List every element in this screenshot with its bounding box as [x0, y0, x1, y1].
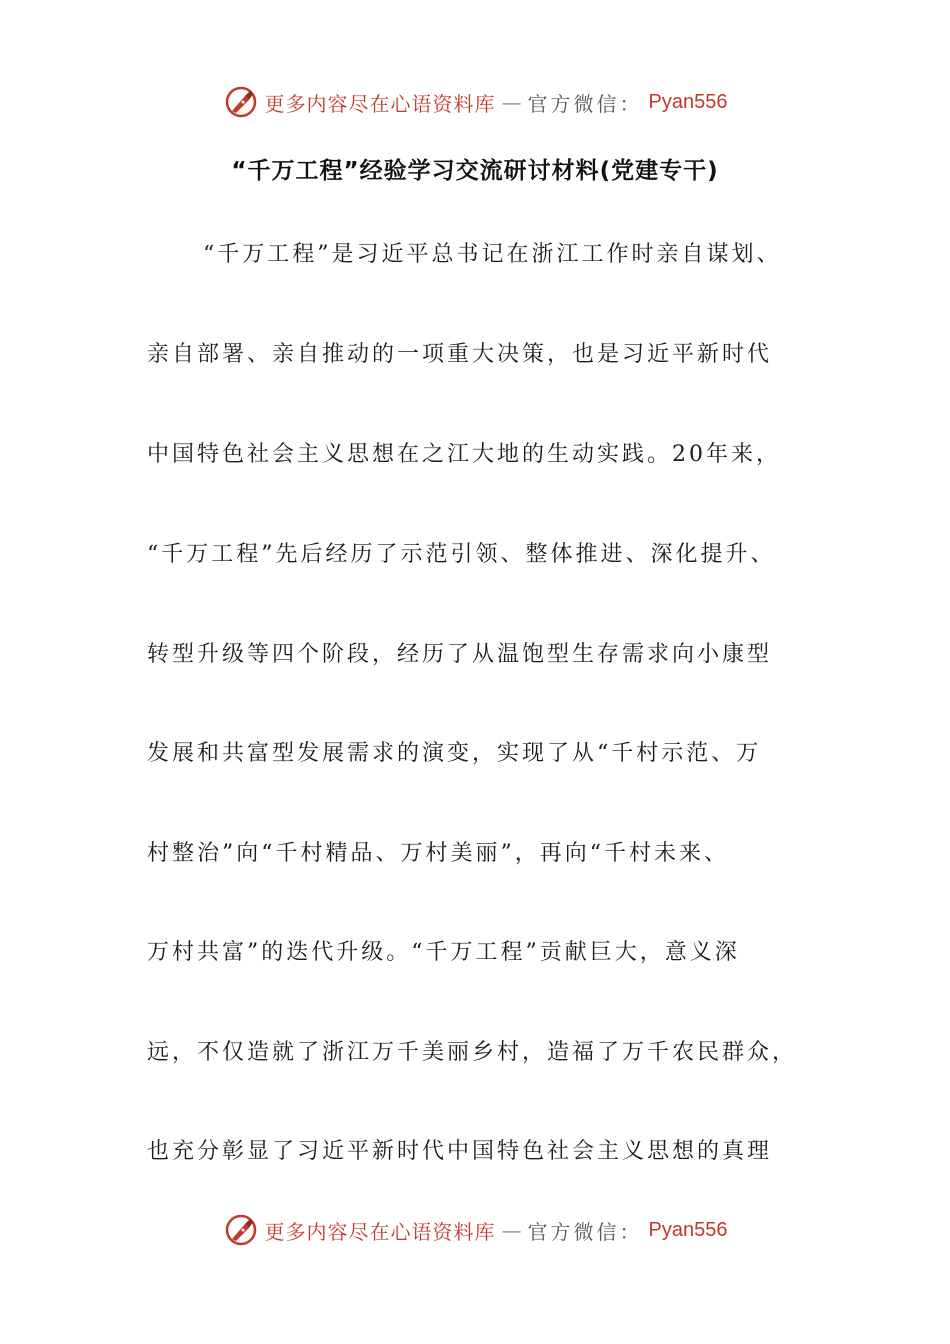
body-line-5: 转型升级等四个阶段，经历了从温饱型生存需求向小康型: [147, 642, 773, 667]
header-watermark: [0, 80, 950, 124]
pen-nib-circle-icon: [223, 1212, 259, 1248]
watermark-dash: —: [501, 90, 522, 114]
watermark-label: 官方微信：: [527, 1219, 643, 1244]
body-line-6: 发展和共富型发展需求的演变，实现了从“千村示范、万: [147, 741, 762, 766]
watermark-brand: 更多内容尽在心语资料库: [264, 91, 496, 116]
watermark-brand: 更多内容尽在心语资料库: [264, 1219, 496, 1244]
body-line-7: 村整治”向“千村精品、万村美丽”，再向“千村未来、: [147, 841, 729, 866]
watermark-wechat-id: Pyan556: [648, 1218, 728, 1241]
body-line-1: “千万工程”是习近平总书记在浙江工作时亲自谋划、: [203, 242, 782, 267]
body-line-10: 也充分彰显了习近平新时代中国特色社会主义思想的真理: [147, 1139, 773, 1164]
body-line-9: 远，不仅造就了浙江万千美丽乡村，造福了万千农民群众，: [147, 1040, 798, 1065]
document-title: “千万工程”经验学习交流研讨材料(党建专干): [231, 158, 719, 184]
body-line-4: “千万工程”先后经历了示范引领、整体推进、深化提升、: [147, 542, 776, 567]
footer-watermark: [0, 1208, 950, 1252]
watermark-dash: —: [501, 1218, 522, 1242]
body-line-8: 万村共富”的迭代升级。“千万工程”贡献巨大，意义深: [147, 940, 740, 965]
body-line-3: 中国特色社会主义思想在之江大地的生动实践。20年来，: [147, 442, 781, 467]
pen-nib-circle-icon: [223, 84, 259, 120]
watermark-label: 官方微信：: [527, 91, 643, 116]
body-line-2: 亲自部署、亲自推动的一项重大决策，也是习近平新时代: [147, 342, 773, 367]
watermark-wechat-id: Pyan556: [648, 90, 728, 113]
